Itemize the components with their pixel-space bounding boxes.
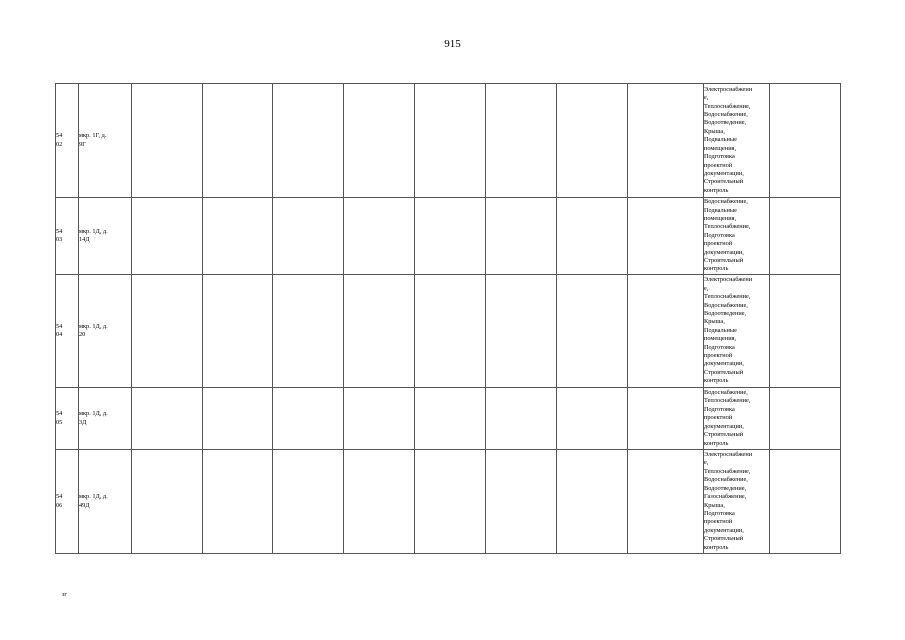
- works-cell: [704, 450, 770, 554]
- work-item: документации,: [704, 248, 744, 256]
- work-item: документации,: [704, 360, 744, 368]
- empty-cell: [557, 388, 628, 450]
- work-item: Подвальные: [704, 136, 737, 144]
- work-item: Водоснабжение,: [704, 476, 748, 484]
- work-item: Теплоснабжение,: [704, 293, 751, 301]
- work-item: проектной: [704, 352, 733, 360]
- table-row: [56, 198, 841, 275]
- address-line: мкр. 1Д, д.: [79, 322, 108, 330]
- address-line: мкр. 1Г, д.: [79, 132, 107, 140]
- work-item: документации,: [704, 526, 744, 534]
- table-row: [56, 275, 841, 388]
- row-number: 06: [56, 501, 63, 509]
- address-line: 9Г: [79, 140, 86, 148]
- address-cell: [79, 388, 132, 450]
- work-item: Подвальные: [704, 326, 737, 334]
- work-item: Водоснабжение,: [704, 389, 748, 397]
- work-item: документации,: [704, 422, 744, 430]
- works-cell: [704, 198, 770, 275]
- empty-cell: [273, 198, 344, 275]
- empty-cell: [415, 198, 486, 275]
- works-cell: [704, 388, 770, 450]
- empty-cell: [273, 84, 344, 198]
- work-item: Крыша,: [704, 501, 725, 509]
- empty-cell: [132, 388, 203, 450]
- empty-cell: [344, 388, 415, 450]
- work-item: Водоотведение,: [704, 309, 747, 317]
- table-row: [56, 450, 841, 554]
- empty-cell: [132, 275, 203, 388]
- row-number: 54: [56, 493, 63, 501]
- address-line: мкр. 1Д, д.: [79, 410, 108, 418]
- address-line: мкр. 1Д, д.: [79, 493, 108, 501]
- row-number-cell: [56, 84, 79, 198]
- empty-cell: [486, 275, 557, 388]
- work-item: документации,: [704, 169, 744, 177]
- work-item: Теплоснабжение,: [704, 467, 751, 475]
- row-number: 02: [56, 140, 63, 148]
- work-item: контроль: [704, 265, 729, 273]
- work-item: Строительный: [704, 431, 744, 439]
- work-item: проектной: [704, 240, 733, 248]
- empty-cell: [273, 388, 344, 450]
- empty-cell: [770, 198, 841, 275]
- row-number: 05: [56, 418, 63, 426]
- work-item: Строительный: [704, 368, 744, 376]
- address-cell: [79, 450, 132, 554]
- work-item: Теплоснабжение,: [704, 102, 751, 110]
- address-line: 49Д: [79, 501, 90, 509]
- work-item: Электроснабжени: [704, 276, 753, 284]
- row-number-cell: [56, 198, 79, 275]
- empty-cell: [415, 84, 486, 198]
- work-item: проектной: [704, 414, 733, 422]
- empty-cell: [132, 450, 203, 554]
- work-item: Электроснабжени: [704, 451, 753, 459]
- empty-cell: [557, 275, 628, 388]
- row-number: 04: [56, 331, 63, 338]
- footer-mark: зг: [62, 592, 67, 598]
- work-item: Теплоснабжение,: [704, 397, 751, 405]
- work-item: Подготовка: [704, 153, 735, 161]
- empty-cell: [486, 388, 557, 450]
- work-item: Водоотведение,: [704, 484, 747, 492]
- empty-cell: [486, 84, 557, 198]
- work-item: Подготовка: [704, 343, 735, 351]
- work-item: помещения,: [704, 144, 737, 152]
- empty-cell: [628, 388, 704, 450]
- work-item: Строительный: [704, 535, 744, 543]
- address-line: 3Д: [79, 418, 87, 426]
- empty-cell: [628, 275, 704, 388]
- row-number-cell: [56, 450, 79, 554]
- row-number-cell: [56, 388, 79, 450]
- work-item: Строительный: [704, 257, 744, 265]
- empty-cell: [203, 275, 273, 388]
- address-line: мкр. 1Д, д.: [79, 227, 108, 235]
- empty-cell: [132, 84, 203, 198]
- work-item: Крыша,: [704, 318, 725, 326]
- empty-cell: [628, 198, 704, 275]
- empty-cell: [486, 450, 557, 554]
- empty-cell: [557, 198, 628, 275]
- work-item: помещения,: [704, 335, 737, 343]
- empty-cell: [770, 84, 841, 198]
- work-item: Водоснабжение,: [704, 198, 748, 206]
- empty-cell: [628, 450, 704, 554]
- work-item: Подготовка: [704, 405, 735, 413]
- page-number: 915: [444, 38, 461, 50]
- works-cell: [704, 275, 770, 388]
- work-item: Подготовка: [704, 509, 735, 517]
- works-cell: [704, 84, 770, 198]
- work-item: Подвальные: [704, 206, 737, 214]
- empty-cell: [203, 450, 273, 554]
- table-row: [56, 84, 841, 198]
- work-item: е,: [704, 284, 709, 292]
- address-line: 20: [79, 331, 86, 338]
- empty-cell: [344, 450, 415, 554]
- row-number: 54: [56, 227, 63, 235]
- work-item: Водоотведение,: [704, 119, 747, 127]
- work-item: Крыша,: [704, 127, 725, 135]
- empty-cell: [415, 275, 486, 388]
- address-cell: [79, 198, 132, 275]
- work-item: Электроснабжени: [704, 85, 753, 93]
- work-item: проектной: [704, 518, 733, 526]
- program-table: [55, 83, 841, 554]
- empty-cell: [415, 450, 486, 554]
- work-item: контроль: [704, 543, 729, 551]
- table-row: [56, 388, 841, 450]
- empty-cell: [203, 388, 273, 450]
- row-number: 03: [56, 236, 63, 243]
- row-number-cell: [56, 275, 79, 388]
- empty-cell: [486, 198, 557, 275]
- work-item: Водоснабжение,: [704, 111, 748, 119]
- empty-cell: [273, 275, 344, 388]
- row-number: 54: [56, 132, 63, 140]
- address-cell: [79, 84, 132, 198]
- empty-cell: [344, 84, 415, 198]
- work-item: контроль: [704, 186, 729, 194]
- row-number: 54: [56, 410, 63, 418]
- row-number: 54: [56, 322, 63, 330]
- empty-cell: [344, 198, 415, 275]
- empty-cell: [770, 388, 841, 450]
- empty-cell: [273, 450, 344, 554]
- work-item: Подготовка: [704, 231, 735, 239]
- address-cell: [79, 275, 132, 388]
- empty-cell: [557, 84, 628, 198]
- work-item: Строительный: [704, 178, 744, 186]
- empty-cell: [628, 84, 704, 198]
- empty-cell: [415, 388, 486, 450]
- work-item: контроль: [704, 377, 729, 385]
- work-item: контроль: [704, 439, 729, 447]
- empty-cell: [132, 198, 203, 275]
- empty-cell: [770, 275, 841, 388]
- work-item: помещения,: [704, 214, 737, 222]
- work-item: е,: [704, 459, 709, 467]
- empty-cell: [344, 275, 415, 388]
- empty-cell: [203, 84, 273, 198]
- empty-cell: [557, 450, 628, 554]
- work-item: Водоснабжение,: [704, 301, 748, 309]
- work-item: Газоснабжение,: [704, 493, 747, 501]
- empty-cell: [203, 198, 273, 275]
- work-item: Теплоснабжение,: [704, 223, 751, 231]
- work-item: е,: [704, 94, 709, 102]
- address-line: 14Д: [79, 236, 90, 243]
- work-item: проектной: [704, 161, 733, 169]
- empty-cell: [770, 450, 841, 554]
